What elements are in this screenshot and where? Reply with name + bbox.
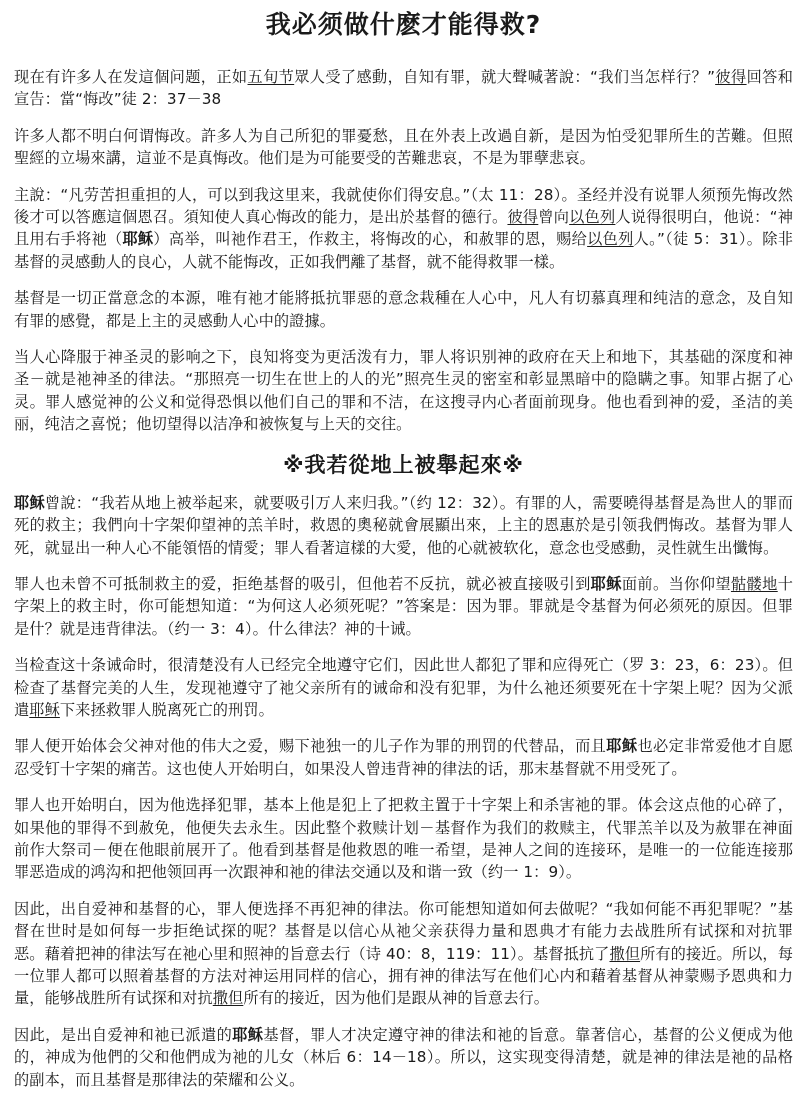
text-run: 因此，出自爱神和基督的心，罪人便选择不再犯神的律法。你可能想知道如何去做呢？“我如何能不再犯罪呢？”基督在世时是如何每一步拒绝试探的呢？基督是以信心从祂父亲获得力量和恩典才有能力去战胜所有试探和对抗罪恶。藉着把神的律法写在祂心里和照神的旨意去行（诗 40：8，119：11）。基督抵抗了: [14, 899, 793, 963]
text-run: 所有的接近，因为他们是跟从神的旨意去行。: [243, 989, 550, 1008]
text-run: 面前。当你仰望: [621, 574, 731, 593]
text-run: 因此，是出自爱神和祂已派遣的: [14, 1025, 233, 1044]
underlined-name: 以色列: [569, 208, 616, 227]
paragraph-3: [14, 184, 793, 274]
underlined-name: 撒但: [212, 989, 244, 1008]
underlined-name: 彼得: [715, 68, 747, 86]
text-run: 眾人受了感動，自知有罪，就大聲喊著說：“我们当怎样行？”: [294, 68, 716, 86]
paragraph-1: [14, 66, 793, 111]
text-run: 十字架上的救主时，你可能想知道：“为何这人必须死呢？”答案是：因为罪。罪就是令基督为何必须死的原因。但罪是什？就是违背律法。（约一 3：4）。什么律法？神的十诫。: [14, 574, 794, 638]
text-run: 罪人便开始体会父神对他的伟大之爱，赐下祂独一的儿子作为罪的刑罚的代替品，而且: [14, 737, 607, 756]
text-run: 罪人也未曾不可抵制救主的爱，拒绝基督的吸引，但他若不反抗，就必被直接吸引到: [14, 574, 591, 593]
text-run: 当人心降服于神圣灵的影响之下，良知将变为更活泼有力，罪人将识别神的政府在天上和地下，其基础的深度和神圣－就是祂神圣的律法。“那照亮一切生在世上的人的光”照亮生灵的密室和彰显黑暗中的隐瞒之事。知罪占据了心灵。罪人感觉神的公义和觉得恐惧以他们自己的罪和不洁，在这搜寻内心者面前现身。他也看到神的爱，圣洁的美丽，纯洁之喜悦；他切望得以洁净和被恢复与上天的交往。: [14, 348, 793, 434]
text-run: 基督是一切正當意念的本源，唯有祂才能將抵抗罪惡的意念栽種在人心中，凡人有切慕真理和纯洁的意念，及自知有罪的感覺，都是上主的灵感動人心中的證據。: [14, 289, 793, 330]
text-run: ）高举，叫祂作君王，作救主，将悔改的心，和赦罪的恩，赐给: [153, 230, 588, 249]
paragraph-4: [14, 287, 793, 332]
bold-name: 耶稣: [14, 493, 45, 512]
text-run: 人。”（徒 5：31）。除非基督的灵感動人的良心，人就不能悔改，正如我們離了基督，就不能得救罪一樣。: [14, 230, 793, 271]
underlined-name: 五旬节: [247, 68, 295, 86]
underlined-name: 撒但: [609, 944, 641, 963]
paragraph-5: [14, 346, 793, 436]
text-run: 主說：“凡劳苦担重担的人，可以到我这里来，我就使你们得安息。”（太 11：28）。圣经并没有说罪人须预先悔改然後才可以答應這個恩召。須知使人真心悔改的能力，是出於基督的德行。: [14, 185, 793, 227]
text-run: 回答和宣告：當“悔改”徒 2：37－38: [14, 68, 793, 109]
section-heading: ※我若從地上被舉起來※: [283, 452, 524, 477]
paragraph-12: [14, 1024, 793, 1091]
text-run: 许多人都不明白何谓悔改。許多人为自己所犯的罪憂愁，且在外表上改過自新，是因为怕受犯罪所生的苦難。但照聖經的立場來講，這並不是真悔改。他们是为可能要受的苦難悲哀，不是为罪孽悲哀。: [14, 126, 793, 168]
paragraph-9: [14, 735, 793, 780]
text-run: 也必定非常爱他才自愿忍受钉十字架的痛苦。这也使人开始明白，如果没人曾违背神的律法的话，那末基督就不用受死了。: [14, 737, 793, 778]
bold-name: 耶稣: [232, 1025, 264, 1044]
text-run: 所有的接近。所以，每一位罪人都可以照着基督的方法对神运用同样的信心，拥有神的律法写在他们心内和藉着基督从神蒙赐予恩典和力量，能够战胜所有试探和对抗: [14, 944, 793, 1008]
underlined-name: 彼得: [507, 208, 539, 227]
underlined-name: 耶稣: [29, 700, 60, 719]
paragraph-8: [14, 654, 793, 721]
page-title: 我必须做什麽才能得救?: [265, 10, 542, 39]
text-run: 当检查这十条诫命时，很清楚没有人已经完全地遵守它们，因此世人都犯了罪和应得死亡（罗 3：23，6：23）。但检查了基督完美的人生，发现祂遵守了祂父亲所有的诫命和没有犯罪，为什么祂还须要死在十字架上呢？因为父派遣: [14, 656, 793, 719]
paragraph-2: [14, 125, 793, 170]
underlined-name: 骷髅地: [730, 574, 778, 593]
text-run: 下来拯救罪人脱离死亡的刑罚。: [59, 700, 274, 719]
paragraph-6: [14, 492, 793, 559]
text-run: 人说得很明白，他说：“神且用右手将祂（: [14, 208, 793, 249]
paragraph-7: [14, 573, 793, 640]
underlined-name: 以色列: [587, 230, 634, 249]
text-run: 曾說：“我若从地上被举起来，就要吸引万人来归我。”（约 12：32）。有罪的人，需要曉得基督是為世人的罪而死的救主；我們向十字架仰望神的羔羊时，救恩的奧秘就會展顯出來，上主的恩惠於是引领我們悔改。基督为罪人死，就显出一种人心不能領悟的情愛；罪人看著這樣的大愛，他的心就被软化，意念也受感動，灵性就生出懺悔。: [14, 493, 793, 557]
paragraph-10: [14, 794, 793, 884]
text-run: 曾向: [538, 208, 570, 227]
bold-name: 耶稣: [590, 574, 622, 593]
paragraph-11: [14, 898, 793, 1010]
text-run: 基督，罪人才决定遵守神的律法和祂的旨意。靠著信心，基督的公义便成为他的，神成为他們的父和他們成为祂的儿女（林后 6：14－18）。所以，这实现变得清楚，就是神的律法是祂的品格的副本，而且基督是那律法的荣耀和公义。: [14, 1025, 793, 1089]
bold-name: 耶稣: [122, 230, 154, 249]
text-run: 罪人也开始明白，因为他选择犯罪，基本上他是犯上了把救主置于十字架上和杀害祂的罪。体会这点他的心碎了，如果他的罪得不到赦免，他便失去永生。因此整个救赎计划－基督作为我们的救赎主，代罪羔羊以及为赦罪在神面前作大祭司－便在他眼前展开了。他看到基督是他救恩的唯一希望，是神人之间的连接环，是唯一的一位能连接那罪恶造成的鸿沟和把他领回再一次跟神和祂的律法交通以及和谐一致（约一 1：9）。: [14, 796, 793, 882]
bold-name: 耶稣: [606, 737, 638, 756]
text-run: 现在有许多人在发這個问题，正如: [14, 68, 248, 86]
